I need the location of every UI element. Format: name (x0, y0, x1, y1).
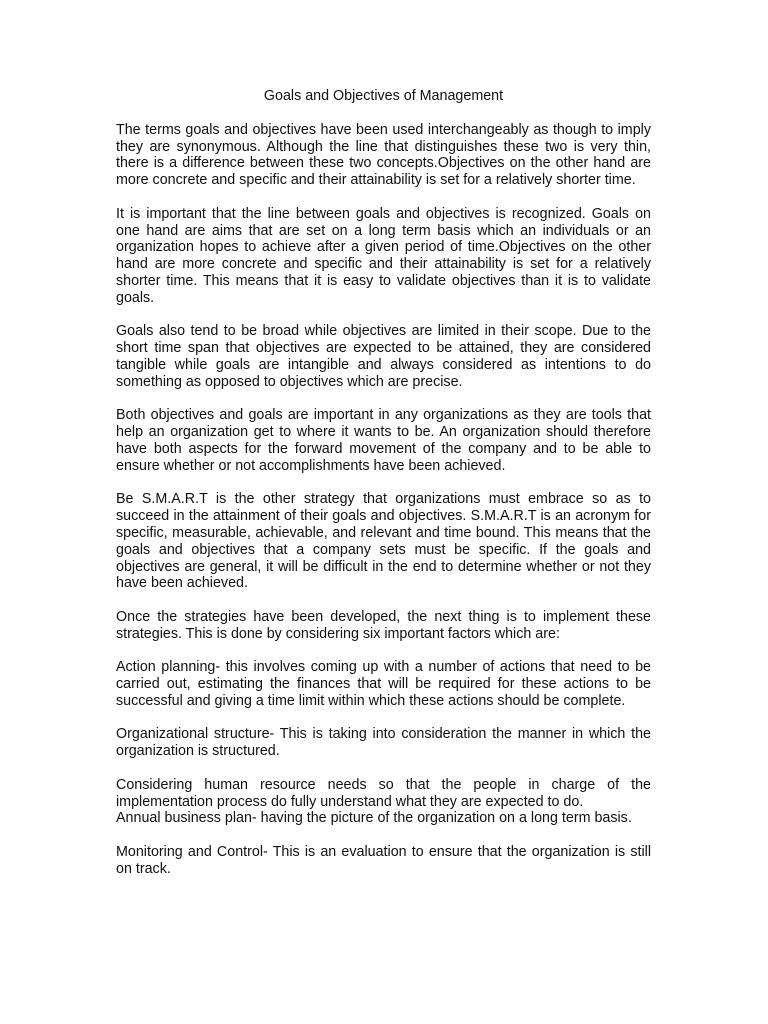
paragraph-action-planning: Action planning- this involves coming up with a number of actions that need to be carried out, estimating the finances that will be required for these actions to be successful and giving a time limit within which these actions should be complete. (116, 659, 651, 709)
paragraph-intro: The terms goals and objectives have been used interchangeably as though to imply they are synonymous. Although the line that distinguishes these two is very thin, there is a difference between these two concepts.Objectives on the other hand are more concrete and specific and their attainability is set for a relatively shorter time. (116, 121, 651, 189)
paragraph-organizational-structure: Organizational structure- This is taking into consideration the manner in which the organization is structured. (116, 726, 651, 760)
paragraph-annual-plan: Annual business plan- having the picture of the organization on a long term basis. (116, 810, 632, 827)
document-title: Goals and Objectives of Management (263, 88, 504, 104)
paragraph-monitoring: Monitoring and Control- This is an evaluation to ensure that the organization is still on track. (116, 844, 651, 877)
paragraph-line-recognized: It is important that the line between goals and objectives is recognized. Goals on one hand are aims that are set on a long term basis which an individuals or an organization hopes to achieve after a given period of time.Objectives on the other hand are more concrete and specific and their attainability is set for a relatively shorter time. This means that it is easy to validate objectives than it is to validate goals. (116, 205, 651, 306)
document-page (116, 88, 651, 894)
paragraph-human-resource: Considering human resource needs so that the people in charge of the implementation process do fully understand what they are expected to do. (116, 776, 651, 810)
paragraph-both-important: Both objectives and goals are important in any organizations as they are tools that help an organization get to where it wants to be. An organization should therefore have both aspects for the forward movement of the company and to be able to ensure whether or not accomplishments have been achieved. (116, 407, 651, 474)
paragraph-smart: Be S.M.A.R.T is the other strategy that organizations must embrace so as to succeed in the attainment of their goals and objectives. S.M.A.R.T is an acronym for specific, measurable, achievable, and relevant and time bound. This means that the goals and objectives that a company sets must be specific. If the goals and objectives are general, it will be difficult in the end to determine whether or not they have been achieved. (116, 491, 651, 592)
paragraph-implement: Once the strategies have been developed, the next thing is to implement these strategies. This is done by considering six important factors which are: (116, 608, 651, 642)
paragraph-broad-vs-limited: Goals also tend to be broad while objectives are limited in their scope. Due to the short time span that objectives are expected to be attained, they are considered tangible while goals are intangible and always considered as intentions to do something as opposed to objectives which are precise. (116, 323, 651, 390)
